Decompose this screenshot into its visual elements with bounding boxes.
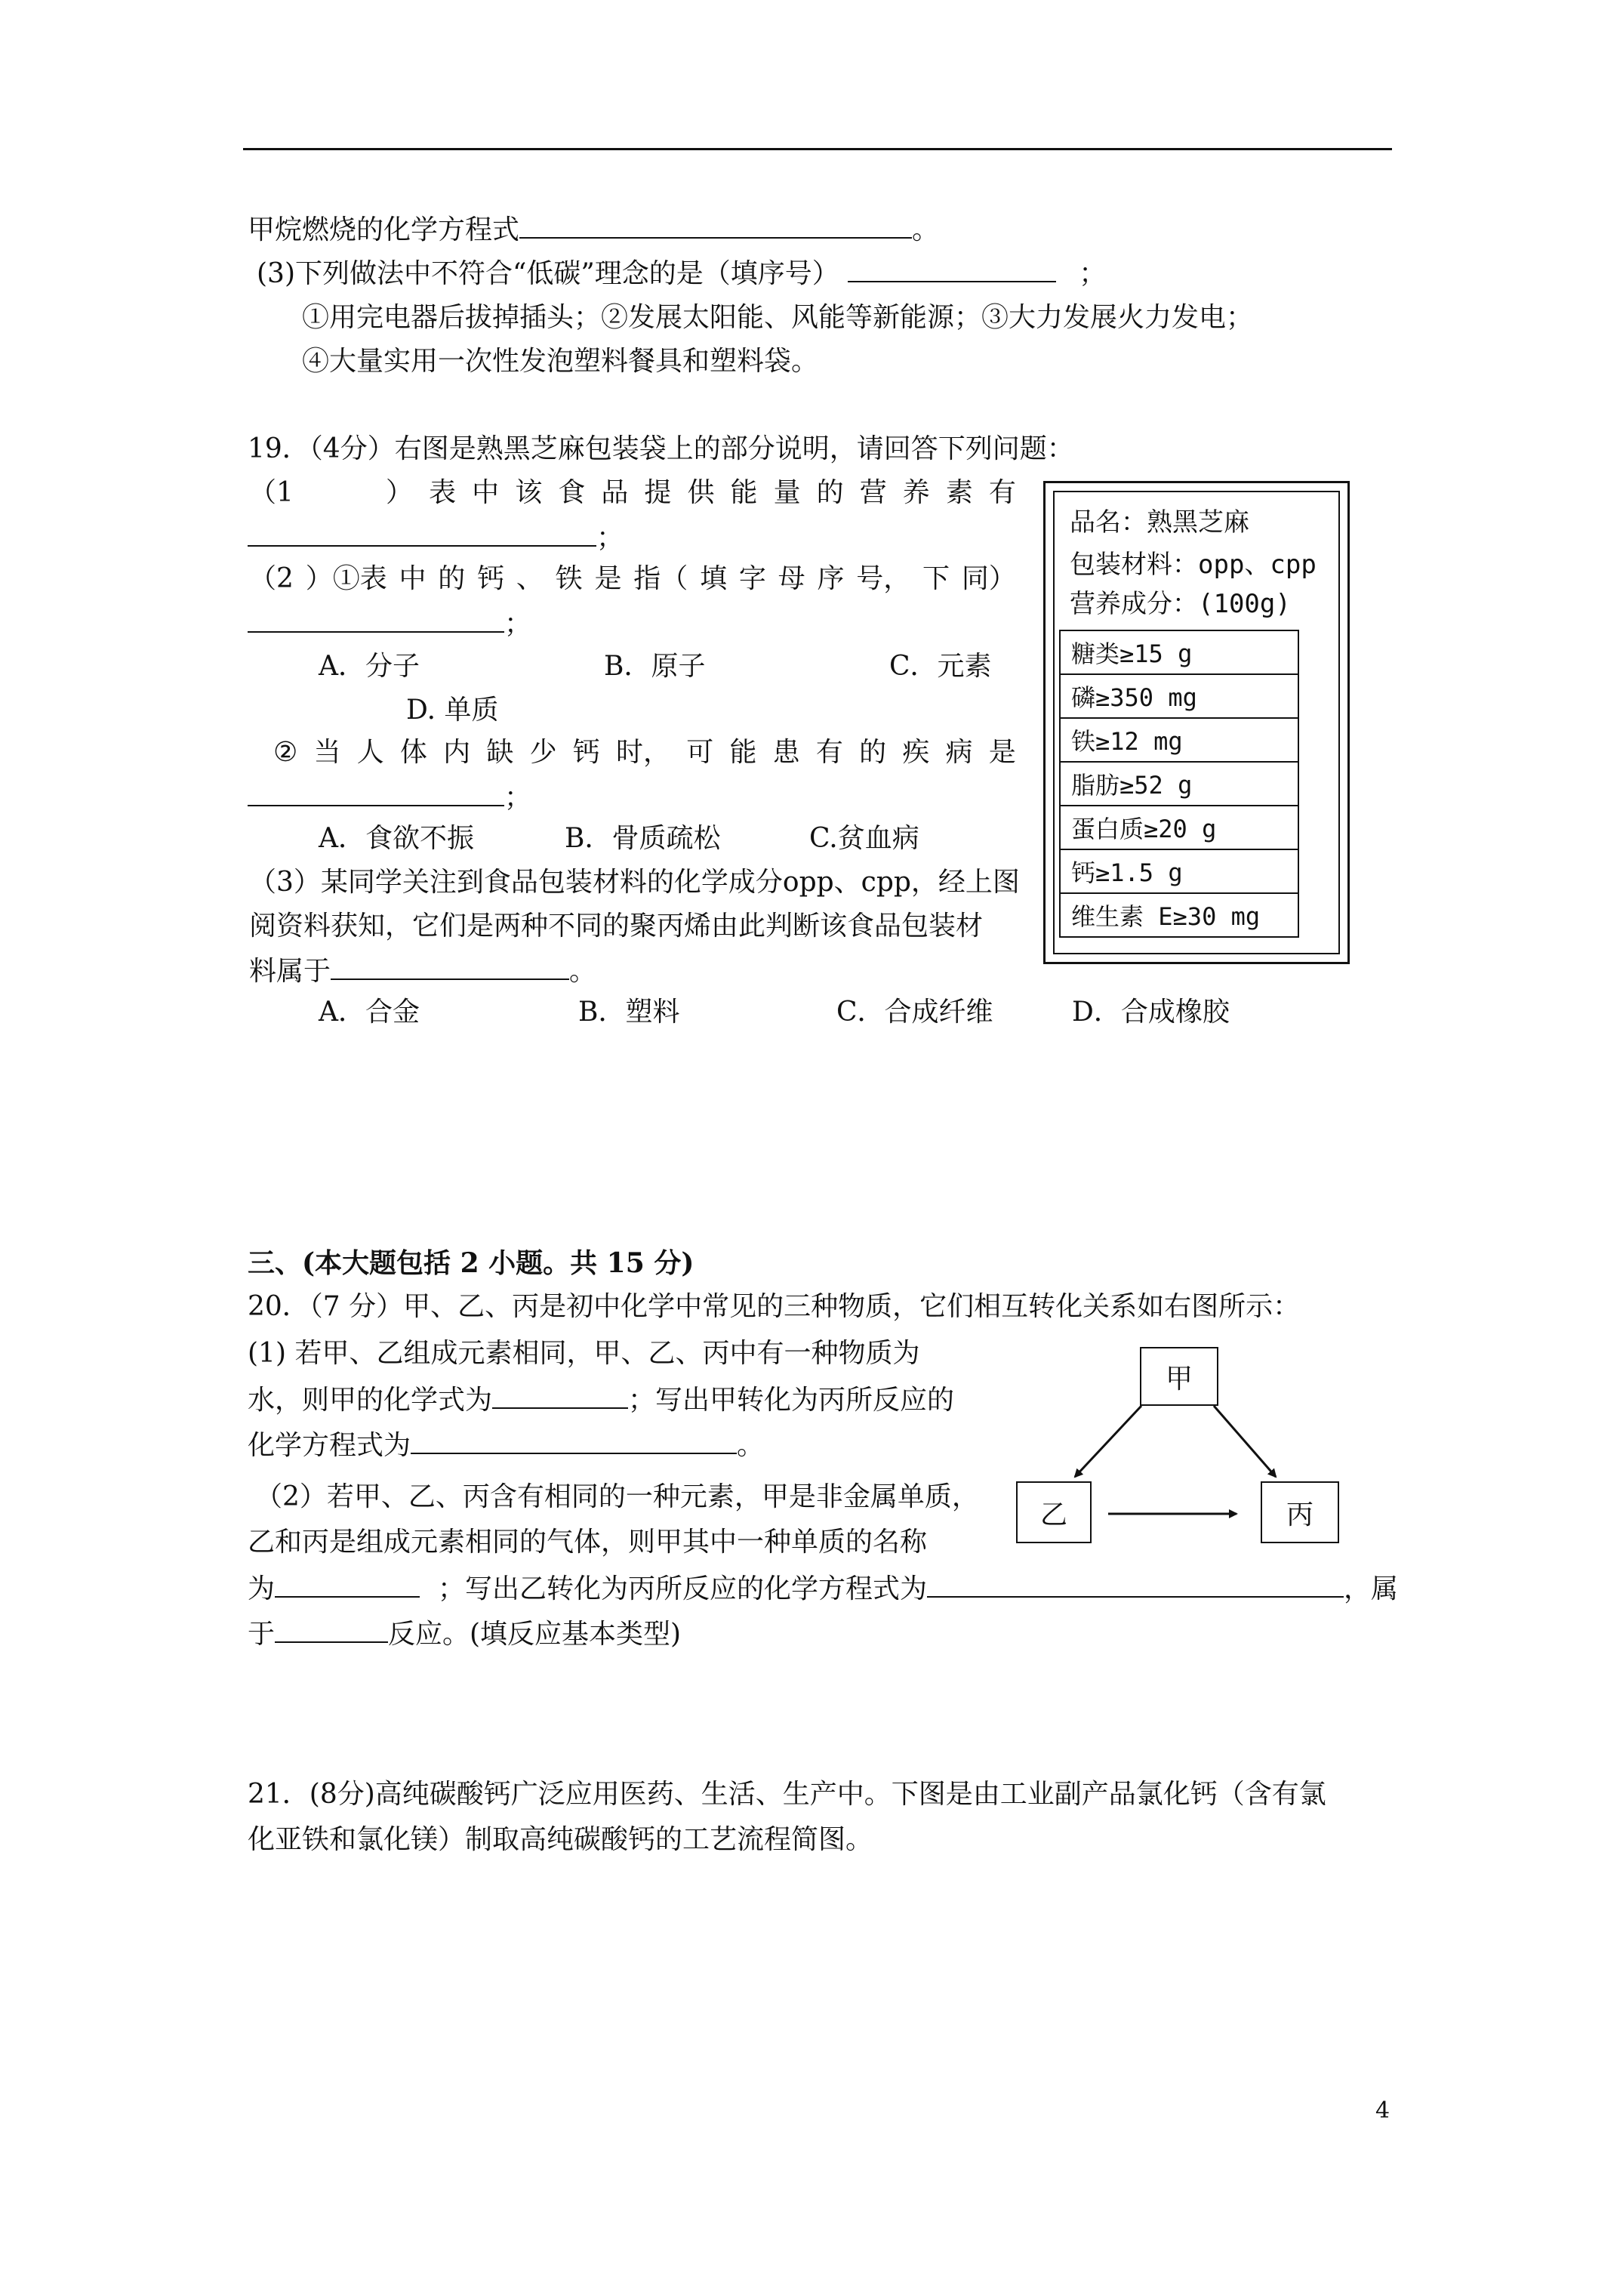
q19-p2-answer: ； xyxy=(248,606,531,642)
q19-p2: （2 ）①表 中 的 钙 、 铁 是 指（ 填 字 母 序 号， 下 同） xyxy=(249,563,1016,594)
node-jia: 甲 xyxy=(1140,1347,1218,1406)
nutrition-row: 磷≥350 mg xyxy=(1061,675,1298,719)
arrow-jia-to-bing xyxy=(1214,1406,1276,1477)
q20-p2-line2: 乙和丙是组成元素相同的气体，则甲其中一种单质的名称 xyxy=(248,1527,928,1558)
q19-p1-answer: ； xyxy=(248,519,624,556)
q19-p2b-opt-b: B．骨质疏松 xyxy=(565,823,721,854)
nutrition-row: 蛋白质≥20 g xyxy=(1061,806,1298,850)
label-material: 包装材料：opp、cpp xyxy=(1070,550,1317,580)
q20-p2-line3: 为 ；写出乙转化为丙所反应的化学方程式为 ，属 xyxy=(248,1570,1398,1607)
q19-p3-line2: 阅资料获知，它们是两种不同的聚丙烯由此判断该食品包装材 xyxy=(249,911,984,942)
section3-title: 三、(本大题包括 2 小题。共 15 分) xyxy=(248,1247,694,1279)
q18-line1: 甲烷燃烧的化学方程式 。 xyxy=(248,211,939,248)
nutrition-row: 铁≥12 mg xyxy=(1061,719,1298,763)
q19-p2b-answer: ； xyxy=(248,779,531,815)
q20-header: 20．（7 分）甲、乙、丙是初中化学中常见的三种物质，它们相互转化关系如右图所示： xyxy=(248,1291,1301,1322)
q18-line3: ①用完电器后拔掉插头；②发展太阳能、风能等新能源；③大力发展火力发电； xyxy=(302,302,1254,333)
q19-p2-opt-c: C．元素 xyxy=(889,651,992,682)
q19-p3-line1: （3）某同学关注到食品包装材料的化学成分opp、cpp，经上图 xyxy=(249,867,1020,898)
q20-p2-line1: （2）若甲、乙、丙含有相同的一种元素，甲是非金属单质， xyxy=(255,1481,979,1512)
q19-p1: （1 ） 表 中 该 食 品 提 供 能 量 的 营 养 素 有 xyxy=(249,477,1016,508)
q19-p2-opt-d: D. 单质 xyxy=(406,695,499,726)
q20-p1-line2: 水，则甲的化学式为 ；写出甲转化为丙所反应的 xyxy=(248,1382,954,1418)
q19-p2-opt-a: A．分子 xyxy=(319,651,420,682)
q18-line4: ④大量实用一次性发泡塑料餐具和塑料袋。 xyxy=(302,346,819,377)
q21-line2: 化亚铁和氯化镁）制取高纯碳酸钙的工艺流程简图。 xyxy=(248,1824,873,1855)
nutrition-row: 维生素 E≥30 mg xyxy=(1071,902,1261,931)
label-product-name: 品名：熟黑芝麻 xyxy=(1070,507,1249,538)
arrow-jia-to-yi xyxy=(1075,1406,1141,1477)
q19-p3-opt-b: B．塑料 xyxy=(578,997,680,1028)
q20-p1-line1: (1) 若甲、乙组成元素相同，甲、乙、丙中有一种物质为 xyxy=(248,1338,920,1369)
q19-p2b-opt-c: C.贫血病 xyxy=(809,823,919,854)
page-number: 4 xyxy=(1375,2097,1390,2124)
label-nutrition-title: 营养成分：(100g) xyxy=(1070,589,1291,619)
q19-header: 19．（4分）右图是熟黑芝麻包装袋上的部分说明，请回答下列问题： xyxy=(248,433,1074,464)
nutrition-row: 糖类≥15 g xyxy=(1061,631,1298,675)
q19-p2b: ② 当 人 体 内 缺 少 钙 时， 可 能 患 有 的 疾 病 是 xyxy=(273,737,1016,768)
q21-line1: 21．(8分)高纯碳酸钙广泛应用医药、生活、生产中。下图是由工业副产品氯化钙（含有氯 xyxy=(248,1779,1326,1810)
q19-p2-opt-b: B．原子 xyxy=(604,651,706,682)
node-bing: 丙 xyxy=(1261,1481,1339,1543)
q20-p1-line3: 化学方程式为 。 xyxy=(248,1427,764,1463)
q19-p2b-opt-a: A．食欲不振 xyxy=(319,823,474,854)
q19-p3-line3: 料属于 。 xyxy=(249,953,596,989)
q19-p3-opt-d: D．合成橡胶 xyxy=(1072,997,1230,1028)
q19-p3-opt-a: A．合金 xyxy=(319,997,420,1028)
q20-p2-line4: 于 反应。(填反应基本类型) xyxy=(248,1616,681,1652)
nutrition-row: 钙≥1.5 g xyxy=(1061,850,1298,894)
node-yi: 乙 xyxy=(1016,1481,1092,1543)
nutrition-row: 脂肪≥52 g xyxy=(1061,763,1298,806)
q19-p3-opt-c: C．合成纤维 xyxy=(836,997,993,1028)
q18-line2: (3)下列做法中不符合“低碳”理念的是（填序号） ； xyxy=(257,255,1106,291)
